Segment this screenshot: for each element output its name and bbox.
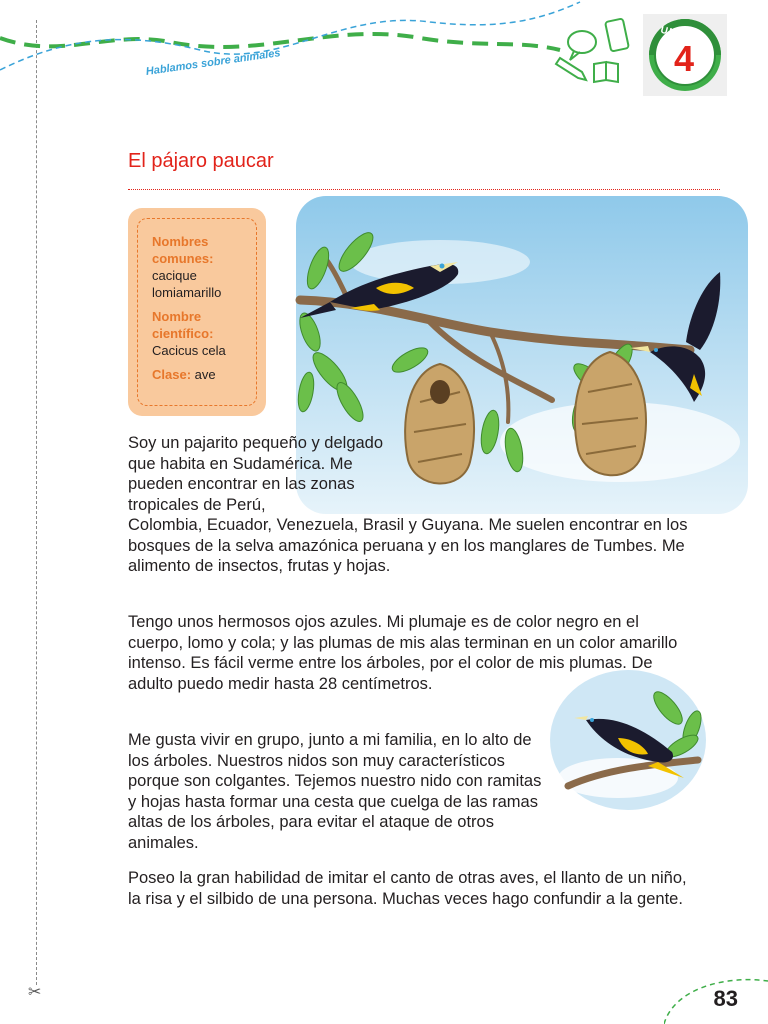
speech-bubble-icon: [568, 31, 596, 60]
green-dashed-wave: [0, 34, 560, 50]
blue-dashed-wave: [0, 2, 580, 70]
unit-number: 4: [673, 38, 695, 79]
paragraph-habitat-start: Soy un pajarito pequeño y delgado que habita en Sudamérica. Me pueden encontrar en las zonas tropicales de Perú,: [128, 434, 384, 514]
paragraph-nests: Me gusta vivir en grupo, junto a mi familia, en lo alto de los árboles. Nuestros nidos son muy característicos porque son colgantes. Tejemos nuestro nido con ramitas y hojas hasta formar una cesta que cuelga de las ramas altas de los árboles, para evitar el ataque de otros animales.: [128, 731, 542, 852]
book-icon: [594, 62, 618, 82]
scientific-name-label: Nombre científico:: [152, 309, 214, 341]
class-value: ave: [194, 367, 216, 382]
section-tag: Hablamos sobre animales: [145, 47, 282, 78]
title-divider: [128, 189, 720, 190]
paragraph-mimicry: Poseo la gran habilidad de imitar el canto de otras aves, el llanto de un niño, la risa y el silbido de una persona. Muchas veces hago confundir a la gente.: [128, 869, 687, 908]
common-names-label: Nombres comunes:: [152, 234, 214, 266]
common-names-value: cacique lomiamarillo: [152, 268, 222, 300]
scissors-icon: ✂: [28, 984, 42, 1001]
paragraph-habitat: [128, 433, 698, 577]
info-box-border: [137, 218, 257, 406]
cut-line: [36, 20, 37, 985]
mobile-phone-icon: [605, 18, 629, 51]
page-number: 83: [713, 986, 738, 1011]
unit-label: UNIDAD: [659, 24, 706, 47]
class-label: Clase:: [152, 367, 192, 382]
paragraph-habitat-rest: Colombia, Ecuador, Venezuela, Brasil y Guyana. Me suelen encontrar en los bosques de la selva amazónica peruana y en los manglares de Tumbes. Me alimento de insectos, frutas y hojas.: [128, 516, 688, 575]
page-title: El pájaro paucar: [128, 150, 274, 172]
class-row: [152, 366, 250, 383]
paragraph-appearance: Tengo unos hermosos ojos azules. Mi plumaje es de color negro en el cuerpo, lomo y cola; y las plumas de mis alas terminan en un color amarillo intenso. Es fácil verme entre los árboles, por el color de mis plumas. De adulto puedo medir hasta 28 centímetros.: [128, 613, 678, 693]
scientific-name-value: Cacicus cela: [152, 343, 226, 358]
pencil-icon: [556, 58, 586, 80]
info-box: [128, 208, 266, 416]
